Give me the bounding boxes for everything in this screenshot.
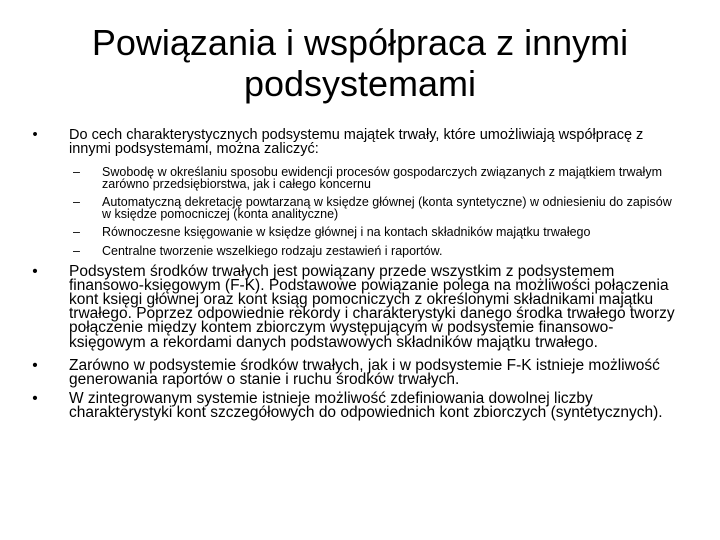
feature-item: [69, 227, 680, 239]
feature-text: Automatyczną dekretację powtarzaną w księdze głównej (konta syntetyczne) w odniesieniu do zapisów w księdze pomocniczej (konta analityczne): [102, 195, 672, 221]
point-text: Zarówno w podsystemie środków trwałych, jak i w podsystemie F-K istnieje możliwość generowania raportów o stanie i ruchu środków trwałych.: [69, 356, 660, 388]
bullet-point: [30, 262, 680, 351]
feature-item: [69, 197, 680, 220]
intro-text: Do cech charakterystycznych podsystemu majątek trwały, które umożliwiają współpracę z innymi podsystemami, można zaliczyć:: [69, 127, 644, 157]
bullet-point: [30, 356, 680, 388]
point-text: W zintegrowanym systemie istnieje możliwość zdefiniowania dowolnej liczby charakterystyki kont szczegółowych do odpowiednich kont zbiorczych (syntetycznych).: [69, 390, 663, 422]
point-text: Podsystem środków trwałych jest powiązany przede wszystkim z podsystemem finansowo-księgowym (F-K). Podstawowe powiązanie polega na możliwości połączenia kont księgi głównej oraz kont ksiąg pomocniczych z określonymi składnikami majątku trwałego. Poprzez odpowiednie rekordy i charakterystyki danego środka trwałego tworzy połączenie między kontem zbiorczym występującym w podsystemie finansowo-księgowym a rekordami danych podstawowych składników majątku trwałego.: [69, 262, 675, 351]
dash-icon: –: [73, 165, 80, 179]
bullet-icon: •: [32, 127, 38, 143]
dash-icon: –: [73, 243, 80, 258]
feature-list: [69, 167, 680, 258]
feature-text: Swobodę w określaniu sposobu ewidencji procesów gospodarczych związanych z majątkiem trwałym zarówno przedsiębiorstwa, jak i całego koncernu: [102, 165, 662, 191]
bullet-intro: [30, 128, 680, 156]
dash-icon: –: [73, 195, 80, 210]
slide-title: Powiązania i współpraca z innymi podsystemami: [91, 22, 629, 104]
slide-content: [30, 128, 680, 421]
feature-item: [69, 167, 680, 190]
bullet-icon: •: [32, 262, 38, 280]
feature-item: [69, 243, 680, 258]
bullet-icon: •: [32, 356, 38, 374]
bullet-icon: •: [32, 390, 38, 408]
feature-text: Równoczesne księgowanie w księdze głównej i na kontach składników majątku trwałego: [102, 225, 591, 240]
dash-icon: –: [73, 225, 80, 240]
feature-text: Centralne tworzenie wszelkiego rodzaju zestawień i raportów.: [102, 243, 443, 258]
bullet-point: [30, 392, 680, 420]
